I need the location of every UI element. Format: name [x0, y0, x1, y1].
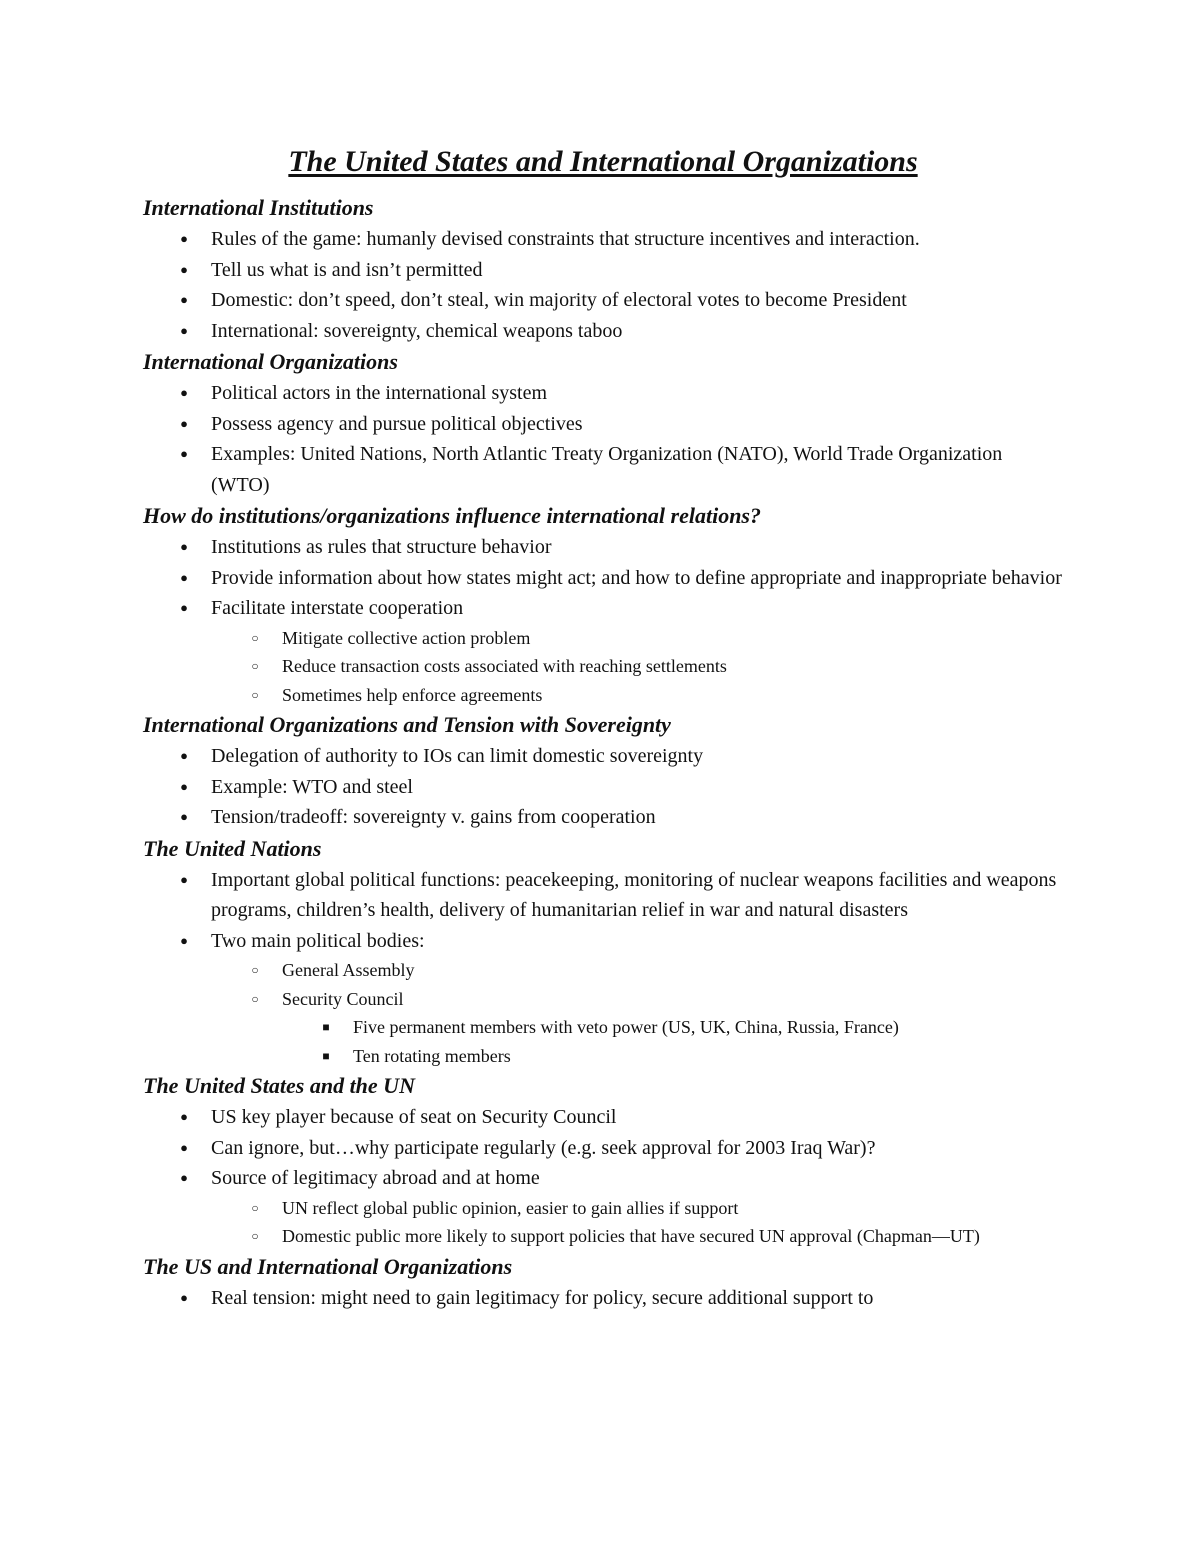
bullet-list-level-1 [143, 532, 1063, 709]
filled-circle-bullet-icon: ● [180, 748, 188, 763]
list-item [143, 681, 1063, 710]
list-item [143, 255, 1063, 286]
list-item-text: Security Council [282, 988, 404, 1009]
list-item-text: Examples: United Nations, North Atlantic Treaty Organization (NATO), World Trade Organization (WTO) [211, 443, 1003, 496]
list-item [143, 316, 1063, 347]
list-item-text: Rules of the game: humanly devised constraints that structure incentives and interaction. [211, 228, 920, 250]
list-item [143, 985, 1063, 1071]
filled-circle-bullet-icon: ● [180, 932, 188, 948]
list-item-text: Delegation of authority to IOs can limit domestic sovereignty [211, 745, 704, 767]
bullet-list-level-1 [143, 224, 1063, 346]
list-item [143, 378, 1063, 409]
list-item-text: Important global political functions: peacekeeping, monitoring of nuclear weapons facilities and weapons programs, children’s health, delivery of humanitarian relief in war and natural disasters [211, 868, 1057, 921]
list-item-text: Tell us what is and isn’t permitted [211, 258, 483, 281]
section-heading-international-institutions: International Institutions [143, 195, 374, 220]
list-item-text: Source of legitimacy abroad and at home [211, 1167, 540, 1189]
list-item [143, 741, 1063, 772]
list-item [143, 439, 1063, 500]
square-bullet-icon: ■ [322, 1020, 330, 1034]
list-item-text: Facilitate interstate cooperation [211, 597, 464, 619]
filled-circle-bullet-icon: ● [180, 778, 188, 794]
filled-circle-bullet-icon: ● [180, 809, 188, 824]
list-item [143, 532, 1063, 563]
hollow-circle-bullet-icon: ○ [251, 659, 259, 673]
filled-circle-bullet-icon: ● [180, 322, 188, 338]
list-item-text: International: sovereignty, chemical weapons taboo [211, 319, 623, 342]
list-item [143, 1013, 1063, 1042]
list-item-text: Two main political bodies: [211, 929, 425, 952]
list-item-text: Tension/tradeoff: sovereignty v. gains from cooperation [211, 806, 656, 828]
list-item [143, 409, 1063, 440]
hollow-circle-bullet-icon: ○ [251, 1229, 259, 1243]
list-item-text: Reduce transaction costs associated with reaching settlements [282, 656, 727, 676]
bullet-list-level-1 [143, 865, 1063, 1071]
hollow-circle-bullet-icon: ○ [251, 1200, 259, 1215]
bullet-list-level-1 [143, 741, 1063, 833]
list-item [143, 802, 1063, 833]
list-item [143, 563, 1063, 594]
section-heading-how-do-institutions-organizations-influe: How do institutions/organizations influence international relations? [143, 503, 761, 528]
section-heading-international-organizations: International Organizations [143, 349, 398, 374]
list-item-text: UN reflect global public opinion, easier to gain allies if support [282, 1197, 739, 1218]
list-item [143, 1102, 1063, 1133]
filled-circle-bullet-icon: ● [180, 385, 188, 400]
filled-circle-bullet-icon: ● [180, 261, 188, 277]
filled-circle-bullet-icon: ● [180, 1170, 188, 1185]
filled-circle-bullet-icon: ● [180, 415, 188, 431]
bullet-list-level-1 [143, 1283, 1063, 1314]
bullet-list-level-1 [143, 1102, 1063, 1251]
hollow-circle-bullet-icon: ○ [251, 687, 259, 702]
list-item-text: Can ignore, but…why participate regularly (e.g. seek approval for 2003 Iraq War)? [211, 1136, 876, 1159]
hollow-circle-bullet-icon: ○ [251, 630, 259, 645]
section-heading-the-united-nations: The United Nations [143, 835, 322, 861]
list-item [143, 285, 1063, 316]
list-item-text: Ten rotating members [353, 1045, 511, 1066]
square-bullet-icon: ■ [322, 1048, 330, 1063]
filled-circle-bullet-icon: ● [180, 871, 188, 887]
list-item [143, 1194, 1063, 1223]
list-item-text: Real tension: might need to gain legitimacy for policy, secure additional support to [211, 1286, 874, 1309]
list-item-text: Example: WTO and steel [211, 775, 413, 798]
filled-circle-bullet-icon: ● [180, 231, 188, 246]
filled-circle-bullet-icon: ● [180, 1139, 188, 1155]
list-item [143, 1283, 1063, 1314]
bullet-list-level-3 [282, 1013, 1063, 1070]
list-item-text: Possess agency and pursue political objectives [211, 412, 583, 435]
list-item [143, 772, 1063, 803]
filled-circle-bullet-icon: ● [180, 446, 188, 461]
list-item-text: Institutions as rules that structure behavior [211, 536, 552, 558]
hollow-circle-bullet-icon: ○ [251, 991, 259, 1006]
list-item-text: Sometimes help enforce agreements [282, 684, 543, 705]
list-item [143, 1222, 1063, 1251]
list-item [143, 624, 1063, 653]
list-item [143, 1042, 1063, 1071]
document-page [143, 140, 1063, 1313]
section-heading-the-us-and-international-organizations: The US and International Organizations [143, 1253, 513, 1279]
filled-circle-bullet-icon: ● [180, 1109, 188, 1124]
list-item-text: US key player because of seat on Security Council [211, 1106, 617, 1128]
section-heading-international-organizations-and-tension-: International Organizations and Tension with Sovereignty [143, 712, 671, 737]
list-item [143, 865, 1063, 926]
filled-circle-bullet-icon: ● [180, 539, 188, 554]
list-item-text: General Assembly [282, 960, 415, 980]
list-item [143, 224, 1063, 255]
document-body [143, 192, 1063, 1313]
bullet-list-level-1 [143, 378, 1063, 500]
filled-circle-bullet-icon: ● [180, 1289, 188, 1305]
list-item [143, 593, 1063, 709]
list-item-text: Domestic public more likely to support policies that have secured UN approval (Chapman—UT) [282, 1226, 980, 1246]
hollow-circle-bullet-icon: ○ [251, 963, 259, 977]
list-item [143, 652, 1063, 681]
bullet-list-level-2 [211, 956, 1063, 1070]
bullet-list-level-2 [211, 1194, 1063, 1251]
list-item-text: Political actors in the international system [211, 382, 548, 404]
bullet-list-level-2 [211, 624, 1063, 710]
list-item [143, 926, 1063, 1071]
document-title: The United States and International Organizations [288, 145, 918, 178]
list-item-text: Domestic: don’t speed, don’t steal, win majority of electoral votes to become President [211, 289, 907, 311]
list-item [143, 1133, 1063, 1164]
filled-circle-bullet-icon: ● [180, 569, 188, 585]
list-item [143, 956, 1063, 985]
list-item-text: Five permanent members with veto power (US, UK, China, Russia, France) [353, 1017, 899, 1037]
list-item-text: Provide information about how states might act; and how to define appropriate and inappropriate behavior [211, 566, 1062, 589]
list-item-text: Mitigate collective action problem [282, 627, 531, 648]
section-heading-the-united-states-and-the-un: The United States and the UN [143, 1073, 415, 1098]
filled-circle-bullet-icon: ● [180, 292, 188, 307]
list-item [143, 1163, 1063, 1251]
filled-circle-bullet-icon: ● [180, 600, 188, 615]
